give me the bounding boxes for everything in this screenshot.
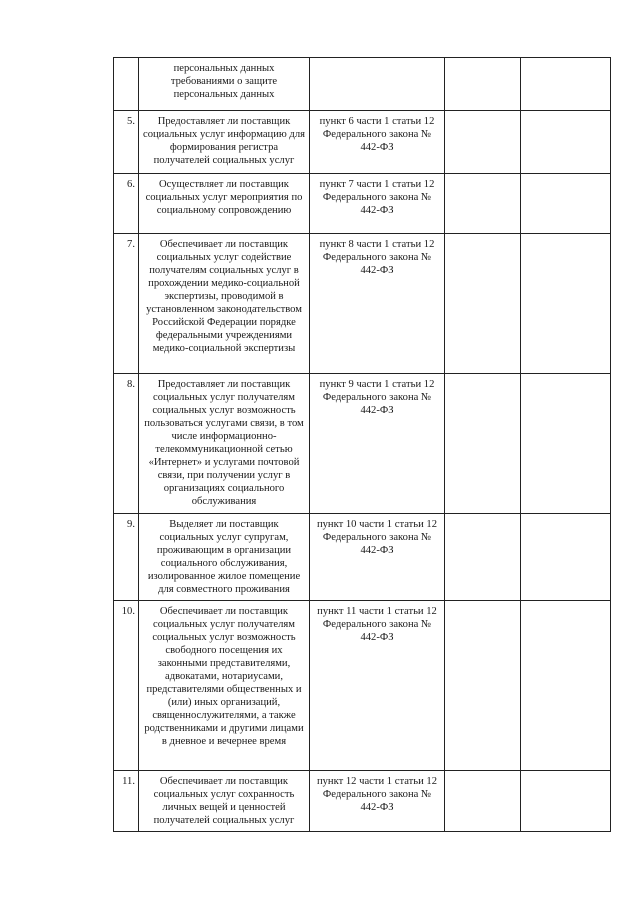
note-cell — [521, 234, 611, 374]
table-row — [114, 374, 611, 514]
note-cell — [521, 374, 611, 514]
row-number: 9. — [114, 514, 139, 601]
note-cell — [521, 601, 611, 771]
answer-cell — [445, 374, 521, 514]
law-reference-cell: пункт 10 части 1 статьи 12 Федерального закона № 442-ФЗ — [310, 514, 445, 601]
question-cell: Обеспечивает ли поставщик социальных услуг содействие получателям социальных услуг в прохождении медико-социальной экспертизы, проводимой в установленном законодательством Российской Федерации порядке федеральными учреждениями медико-социальной экспертизы — [139, 234, 310, 374]
question-cell: Осуществляет ли поставщик социальных услуг мероприятия по социальному сопровождению — [139, 174, 310, 234]
table-row — [114, 771, 611, 832]
row-number: 6. — [114, 174, 139, 234]
table-row — [114, 174, 611, 234]
note-cell — [521, 111, 611, 174]
law-reference-cell: пункт 6 части 1 статьи 12 Федерального закона № 442-ФЗ — [310, 111, 445, 174]
answer-cell — [445, 771, 521, 832]
law-reference-cell: пункт 9 части 1 статьи 12 Федерального закона № 442-ФЗ — [310, 374, 445, 514]
question-cell: Обеспечивает ли поставщик социальных услуг сохранность личных вещей и ценностей получателей социальных услуг — [139, 771, 310, 832]
row-number: 5. — [114, 111, 139, 174]
row-number: 11. — [114, 771, 139, 832]
note-cell — [521, 514, 611, 601]
table-row — [114, 514, 611, 601]
answer-cell — [445, 234, 521, 374]
law-reference-cell: пункт 11 части 1 статьи 12 Федерального закона № 442-ФЗ — [310, 601, 445, 771]
question-cell: персональных данных требованиями о защите персональных данных — [139, 58, 310, 111]
row-number: 7. — [114, 234, 139, 374]
table-row — [114, 111, 611, 174]
table-row — [114, 234, 611, 374]
row-number: 10. — [114, 601, 139, 771]
table-row — [114, 601, 611, 771]
answer-cell — [445, 514, 521, 601]
law-reference-cell — [310, 58, 445, 111]
note-cell — [521, 771, 611, 832]
checklist-table — [113, 57, 611, 832]
question-cell: Выделяет ли поставщик социальных услуг супругам, проживающим в организации социального обслуживания, изолированное жилое помещение для совместного проживания — [139, 514, 310, 601]
answer-cell — [445, 58, 521, 111]
note-cell — [521, 174, 611, 234]
law-reference-cell: пункт 8 части 1 статьи 12 Федерального закона № 442-ФЗ — [310, 234, 445, 374]
law-reference-cell: пункт 7 части 1 статьи 12 Федерального закона № 442-ФЗ — [310, 174, 445, 234]
answer-cell — [445, 111, 521, 174]
answer-cell — [445, 601, 521, 771]
note-cell — [521, 58, 611, 111]
question-cell: Обеспечивает ли поставщик социальных услуг получателям социальных услуг возможность свободного посещения их законными представителями, адвокатами, нотариусами, представителями общественных и (или) иных организаций, священнослужителями, а также родственниками и другими лицами в дневное и вечернее время — [139, 601, 310, 771]
law-reference-cell: пункт 12 части 1 статьи 12 Федерального закона № 442-ФЗ — [310, 771, 445, 832]
question-cell: Предоставляет ли поставщик социальных услуг информацию для формирования регистра получателей социальных услуг — [139, 111, 310, 174]
row-number — [114, 58, 139, 111]
question-cell: Предоставляет ли поставщик социальных услуг получателям социальных услуг возможность пользоваться услугами связи, в том числе информационно-телекоммуникационной сетью «Интернет» и услугами почтовой связи, при получении услуг в организациях социального обслуживания — [139, 374, 310, 514]
answer-cell — [445, 174, 521, 234]
table-row — [114, 58, 611, 111]
row-number: 8. — [114, 374, 139, 514]
